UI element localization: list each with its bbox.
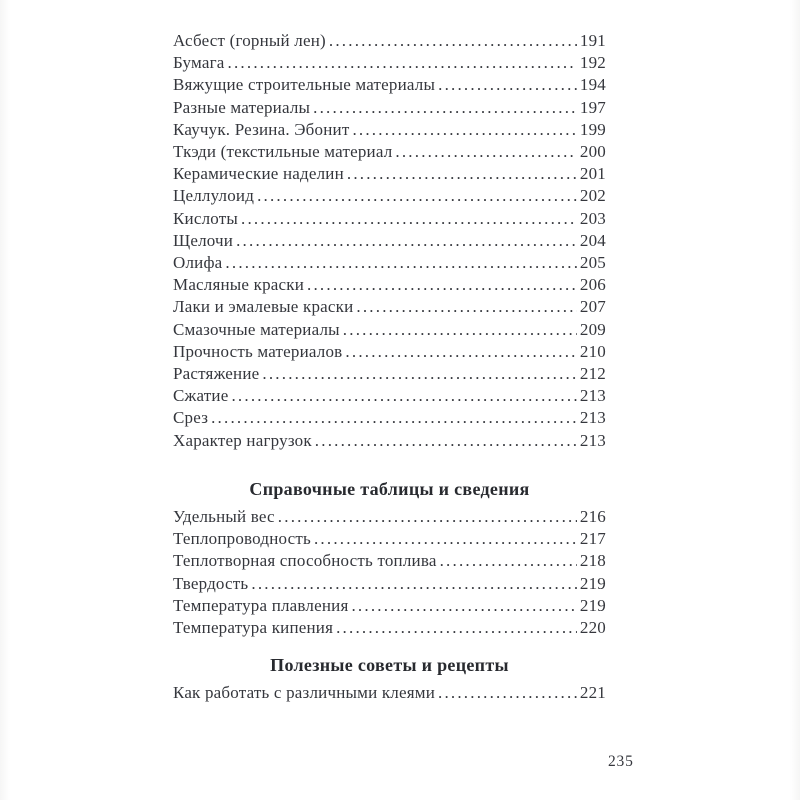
entry-page: 213	[579, 386, 606, 406]
dot-leader	[251, 573, 577, 595]
entry-page: 219	[579, 573, 606, 593]
dot-leader	[228, 52, 577, 74]
entry-label: Масляные краски	[173, 275, 305, 295]
toc-entry	[173, 97, 606, 119]
dot-leader	[438, 74, 577, 96]
entry-page: 204	[579, 230, 606, 250]
entry-page: 205	[579, 253, 606, 273]
dot-leader	[262, 363, 577, 385]
dot-leader	[211, 407, 577, 429]
dot-leader	[315, 430, 577, 452]
entry-label: Прочность материалов	[173, 341, 343, 361]
entry-label: Керамические наделин	[173, 164, 344, 184]
toc-entry	[173, 185, 606, 207]
toc-entry	[173, 74, 606, 96]
entry-label: Теплопроводность	[173, 529, 311, 549]
entry-label: Температура плавления	[173, 595, 349, 615]
entry-page: 218	[579, 551, 606, 571]
dot-leader	[351, 595, 576, 617]
dot-leader	[352, 119, 576, 141]
entry-page: 199	[579, 119, 606, 139]
entry-page: 212	[579, 364, 606, 384]
section-entries	[173, 30, 606, 452]
entry-label: Олифа	[173, 253, 223, 273]
dot-leader	[278, 506, 577, 528]
toc-entry	[173, 506, 606, 528]
toc-entry	[173, 573, 606, 595]
entry-label: Удельный вес	[173, 507, 275, 527]
section-entries	[173, 506, 606, 639]
entry-page: 201	[579, 164, 606, 184]
dot-leader	[356, 296, 576, 318]
dot-leader	[438, 682, 577, 704]
entry-page: 216	[579, 507, 606, 527]
toc-entry	[173, 407, 606, 429]
dot-leader	[225, 252, 576, 274]
entry-page: 213	[579, 408, 606, 428]
toc-entry	[173, 430, 606, 452]
entry-label: Асбест (горный лен)	[173, 31, 326, 50]
toc-entry	[173, 141, 606, 163]
dot-leader	[231, 385, 576, 407]
toc-entry	[173, 30, 606, 52]
dot-leader	[314, 528, 577, 550]
dot-leader	[307, 274, 577, 296]
toc-entry	[173, 274, 606, 296]
entry-page: 217	[579, 529, 606, 549]
entry-label: Щелочи	[173, 230, 234, 250]
dot-leader	[345, 341, 576, 363]
toc-entry	[173, 363, 606, 385]
entry-label: Лаки и эмалевые краски	[173, 297, 354, 317]
dot-leader	[336, 617, 577, 639]
dot-leader	[440, 550, 577, 572]
toc-section	[173, 30, 606, 452]
toc-section	[173, 478, 606, 639]
entry-label: Твердость	[173, 573, 249, 593]
toc-entry	[173, 385, 606, 407]
dot-leader	[329, 30, 577, 52]
entry-page: 197	[579, 97, 606, 117]
entry-page: 221	[579, 683, 606, 703]
toc-entry	[173, 617, 606, 639]
entry-label: Кислоты	[173, 208, 238, 228]
toc-entry	[173, 550, 606, 572]
toc-entry	[173, 296, 606, 318]
entry-label: Как работать с различными клеями	[173, 683, 435, 703]
dot-leader	[313, 97, 577, 119]
toc-entry	[173, 163, 606, 185]
entry-label: Теплотворная способность топлива	[173, 551, 437, 571]
entry-page: 202	[579, 186, 606, 206]
section-heading: Справочные таблицы и сведения	[249, 478, 530, 499]
entry-page: 210	[579, 341, 606, 361]
toc-entry	[173, 119, 606, 141]
dot-leader	[343, 319, 577, 341]
entry-label: Сжатие	[173, 386, 229, 406]
toc-entry	[173, 319, 606, 341]
toc-entry	[173, 595, 606, 617]
entry-label: Целлулоид	[173, 186, 255, 206]
dot-leader	[241, 208, 577, 230]
entry-label: Вяжущие строительные материалы	[173, 75, 436, 95]
section-entries	[173, 682, 606, 704]
entry-label: Каучук. Резина. Эбонит	[173, 119, 350, 139]
toc-entry	[173, 341, 606, 363]
entry-label: Смазочные материалы	[173, 319, 340, 339]
entry-label: Разные материалы	[173, 97, 311, 117]
toc-section	[173, 654, 606, 704]
toc-entry	[173, 230, 606, 252]
entry-page: 207	[579, 297, 606, 317]
entry-page: 219	[579, 595, 606, 615]
entry-page: 213	[579, 430, 606, 450]
entry-page: 192	[579, 53, 606, 73]
entry-page: 194	[579, 75, 606, 95]
entry-page: 203	[579, 208, 606, 228]
entry-page: 209	[579, 319, 606, 339]
toc-entry	[173, 252, 606, 274]
dot-leader	[347, 163, 577, 185]
section-heading: Полезные советы и рецепты	[270, 655, 509, 676]
entry-page: 220	[579, 618, 606, 638]
dot-leader	[395, 141, 576, 163]
toc-entry	[173, 528, 606, 550]
toc-entry	[173, 208, 606, 230]
entry-label: Температура кипения	[173, 618, 334, 638]
dot-leader	[236, 230, 577, 252]
dot-leader	[257, 185, 577, 207]
entry-page: 200	[579, 142, 606, 162]
toc-entry	[173, 682, 606, 704]
entry-page: 206	[579, 275, 606, 295]
entry-label: Срез	[173, 408, 209, 428]
entry-label: Бумага	[173, 53, 225, 73]
entry-label: Ткэди (текстильные материал	[173, 142, 393, 162]
entry-page: 191	[579, 31, 606, 50]
entry-label: Растяжение	[173, 364, 260, 384]
page-number-folio: 235	[608, 753, 634, 770]
table-of-contents	[173, 30, 606, 705]
entry-label: Характер нагрузок	[173, 430, 312, 450]
toc-entry	[173, 52, 606, 74]
